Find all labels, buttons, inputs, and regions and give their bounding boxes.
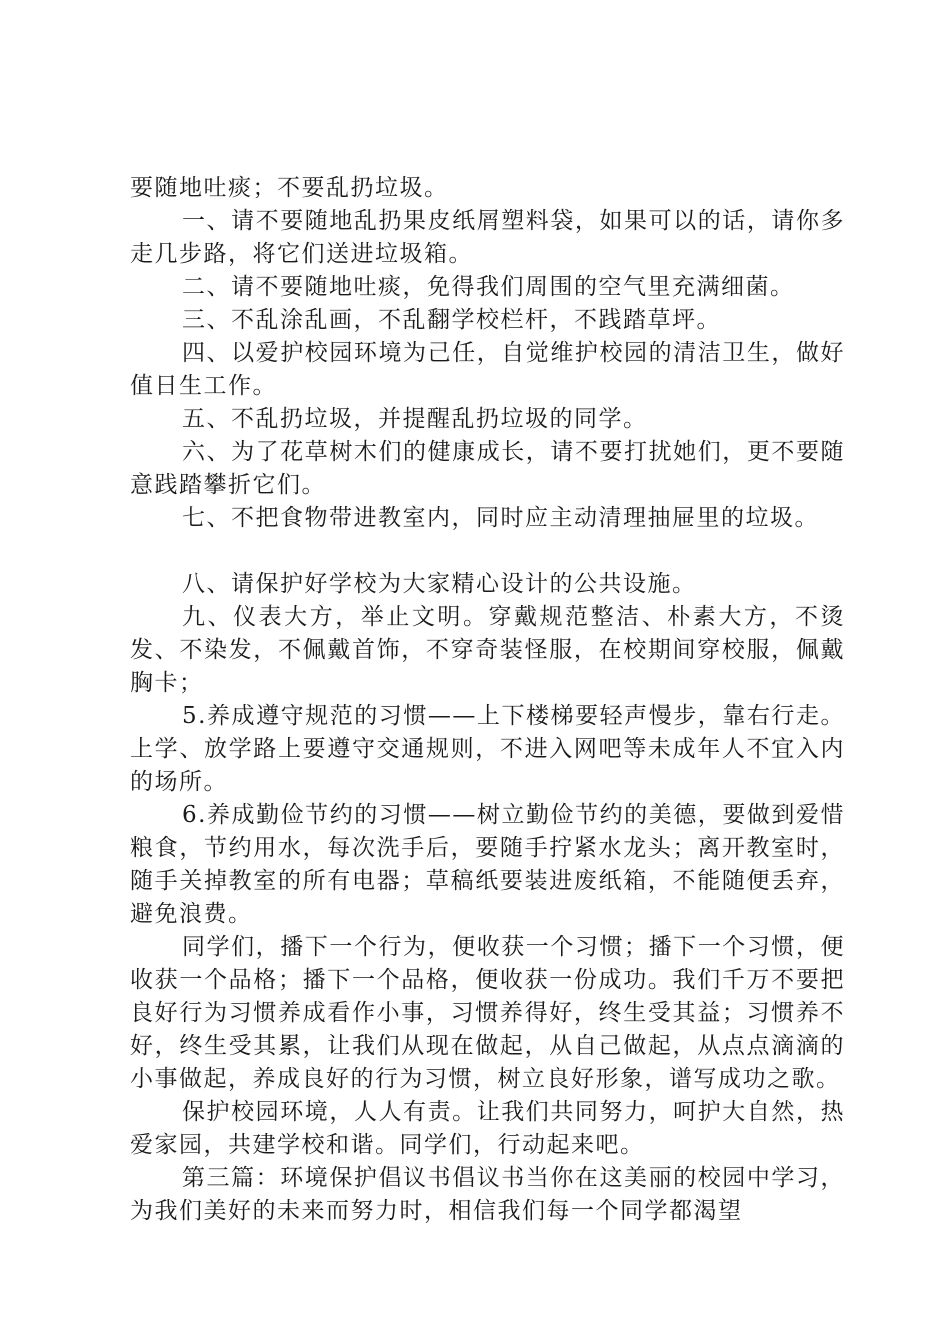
paragraph-item-3: 三、不乱涂乱画，不乱翻学校栏杆，不践踏草坪。 bbox=[182, 307, 721, 333]
paragraph-item-2: 二、请不要随地吐痰，免得我们周围的空气里充满细菌。 bbox=[182, 274, 795, 300]
paragraph-item-6: 六、为了花草树木们的健康成长，请不要打扰她们，更不要随意践踏攀折它们。 bbox=[130, 439, 845, 498]
paragraph-habit-5: 5.养成遵守规范的习惯——上下楼梯要轻声慢步，靠右行走。上学、放学路上要遵守交通规则，不进入网吧等未成年人不宜入内的场所。 bbox=[130, 703, 845, 795]
paragraph-habit-6: 6.养成勤俭节约的习惯——树立勤俭节约的美德，要做到爱惜粮食，节约用水，每次洗手后，要随手拧紧水龙头；离开教室时，随手关掉教室的所有电器；草稿纸要装进废纸箱，不能随便丢弃，避免浪费。 bbox=[130, 802, 845, 927]
paragraph-third-article: 第三篇：环境保护倡议书倡议书当你在这美丽的校园中学习，为我们美好的未来而努力时，相信我们每一个同学都渴望 bbox=[130, 1165, 845, 1224]
paragraph-item-5: 五、不乱扔垃圾，并提醒乱扔垃圾的同学。 bbox=[182, 406, 648, 432]
paragraph-closing-students: 同学们，播下一个行为，便收获一个习惯；播下一个习惯，便收获一个品格；播下一个品格，便收获一份成功。我们千万不要把良好行为习惯养成看作小事，习惯养得好，终生受其益；习惯养不好，终生受其累，让我们从现在做起，从自己做起，从点点滴滴的小事做起，养成良好的行为习惯，树立良好形象，谱写成功之歌。 bbox=[130, 934, 845, 1092]
document-body bbox=[130, 172, 845, 1228]
paragraph-item-8: 八、请保护好学校为大家精心设计的公共设施。 bbox=[182, 571, 697, 597]
paragraph-item-4: 四、以爱护校园环境为己任，自觉维护校园的清洁卫生，做好值日生工作。 bbox=[130, 340, 845, 399]
paragraph-item-7: 七、不把食物带进教室内，同时应主动清理抽屉里的垃圾。 bbox=[182, 505, 819, 531]
paragraph-item-1: 一、请不要随地乱扔果皮纸屑塑料袋，如果可以的话，请你多走几步路，将它们送进垃圾箱。 bbox=[130, 208, 845, 267]
paragraph-continuation: 要随地吐痰；不要乱扔垃圾。 bbox=[130, 175, 449, 201]
paragraph-closing-call: 保护校园环境，人人有责。让我们共同努力，呵护大自然，热爱家园，共建学校和谐。同学们，行动起来吧。 bbox=[130, 1099, 845, 1158]
paragraph-item-9: 九、仪表大方，举止文明。穿戴规范整洁、朴素大方，不烫发、不染发，不佩戴首饰，不穿奇装怪服，在校期间穿校服，佩戴胸卡； bbox=[130, 604, 845, 696]
